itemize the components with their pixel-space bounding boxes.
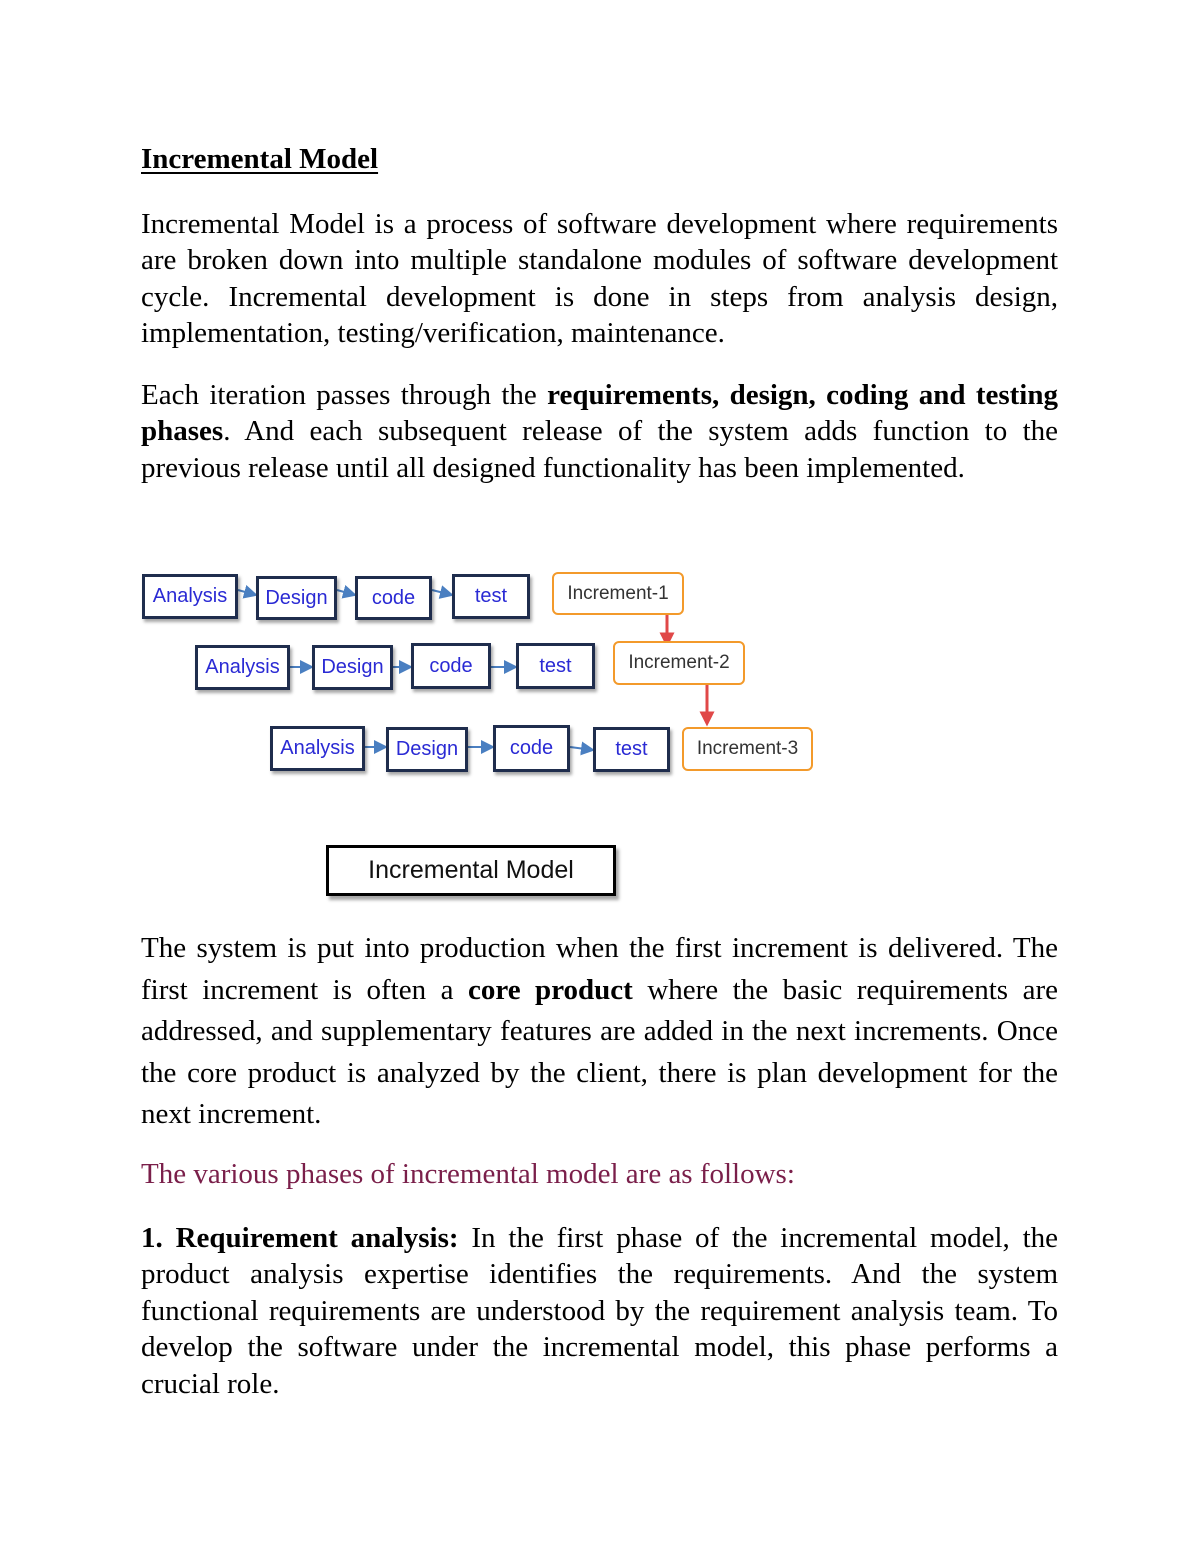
flow-arrow (337, 590, 355, 595)
iteration-paragraph (141, 377, 1058, 486)
row3-test-box: test (593, 727, 670, 772)
row2-design-box: Design (312, 645, 393, 690)
flow-arrow (238, 590, 256, 595)
iteration-text-start: Each iteration passes through the (141, 379, 548, 411)
flow-arrow (432, 590, 452, 595)
row1-analysis-box: Analysis (142, 574, 238, 619)
phase1-paragraph (141, 1220, 1058, 1402)
row1-test-box: test (452, 574, 530, 619)
flow-arrow (570, 747, 593, 750)
phase1-label: 1. Requirement analysis: (141, 1222, 459, 1254)
row3-analysis-box: Analysis (270, 726, 365, 771)
increment-2-box: Increment-2 (613, 641, 745, 685)
row1-design-box: Design (256, 576, 337, 620)
row2-analysis-box: Analysis (195, 645, 290, 690)
production-text-start: The system is put into production when the first increment is delivered. The first increment is often a (141, 932, 1058, 1006)
increment-1-box: Increment-1 (552, 572, 684, 615)
row3-code-box: code (493, 725, 570, 772)
phase1-text: In the first phase of the incremental model, the product analysis expertise identifies the requirements. And the system functional requirements are understood by the requirement analysis team. To develop the software under the incremental model, this phase performs a crucial role. (141, 1222, 1059, 1400)
increment-3-box: Increment-3 (682, 727, 813, 771)
production-text-end: where the basic requirements are addressed, and supplementary features are added in the next increments. Once the core product is analyzed by the client, there is plan development for the next increment. (141, 973, 1058, 1130)
row2-test-box: test (516, 643, 595, 689)
iteration-phases-bold: requirements, design, coding and testing phases (141, 379, 1058, 448)
row3-design-box: Design (386, 727, 468, 772)
iteration-text-end: . And each subsequent release of the system adds function to the previous release until all designed functionality has been implemented. (141, 415, 1058, 484)
row2-code-box: code (411, 643, 491, 689)
phases-intro: The various phases of incremental model are as follows: (141, 1158, 795, 1190)
row1-code-box: code (355, 576, 432, 620)
intro-paragraph: Incremental Model is a process of software development where requirements are broken down into multiple standalone modules of software development cycle. Incremental development is done in steps from analysis design, implementation, testing/verification, maintenance. (141, 208, 1058, 350)
page-title: Incremental Model (141, 143, 379, 175)
production-paragraph (141, 928, 1058, 1136)
diagram-caption: Incremental Model (326, 845, 616, 896)
core-product-bold: core product (467, 973, 633, 1006)
